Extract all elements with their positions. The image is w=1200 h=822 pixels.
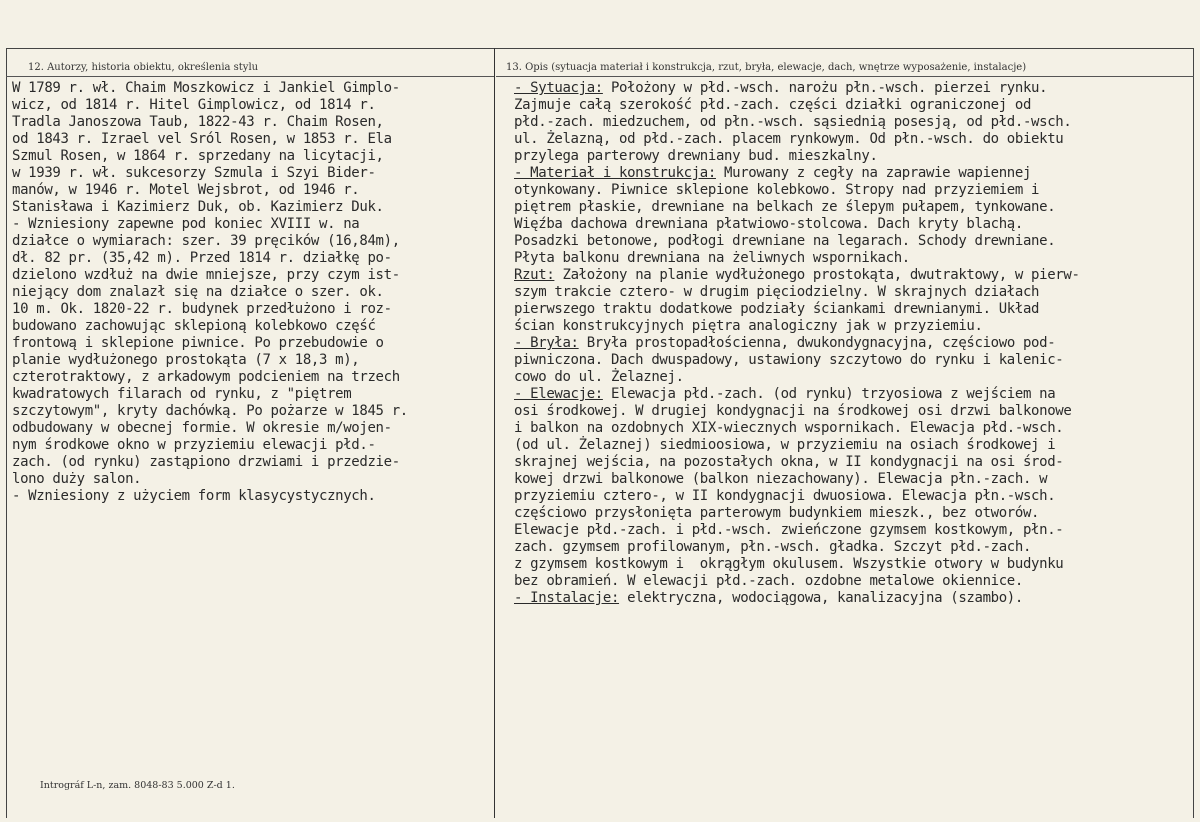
description-text: Położony w płd.-wsch. narożu płn.-wsch. pierzei rynku. [602, 80, 1048, 96]
description-line [514, 267, 1194, 284]
history-line: od 1843 r. Izrael vel Sról Rosen, w 1853 r. Ela [12, 131, 392, 147]
section-label: - Elewacje: [514, 386, 603, 402]
description-text: pierwszego traktu dodatkowe podziały ściankami drewnianymi. Układ [514, 301, 1040, 317]
frame-top-border [6, 48, 1194, 49]
history-line: budowano zachowując sklepioną kolebkowo część [12, 318, 376, 334]
description-line [514, 437, 1194, 454]
description-line [514, 114, 1194, 131]
description-line [514, 454, 1194, 471]
description-line [514, 488, 1194, 505]
description-text: kowej drzwi balkonowe (balkon niezachowany). Elewacja płn.-zach. w [514, 471, 1048, 487]
description-text: Elewacja płd.-zach. (od rynku) trzyosiowa z wejściem na [602, 386, 1056, 402]
history-line: lono duży salon. [12, 471, 142, 487]
history-line: niejący dom znalazł się na działce o szer. ok. [12, 284, 384, 300]
description-line [514, 216, 1194, 233]
history-line: - Wzniesiony zapewne pod koniec XVIII w. na [12, 216, 360, 232]
description-text: (od ul. Żelaznej) siedmioosiowa, w przyziemiu na osiach środkowej i [514, 437, 1056, 453]
history-line: w 1939 r. wł. sukcesorzy Szmula i Szyi Bider- [12, 165, 376, 181]
description-text: ul. Żelazną, od płd.-zach. placem rynkowym. Od płn.-wsch. do obiektu [514, 131, 1064, 147]
description-text: Założony na planie wydłużonego prostokąta, dwutraktowy, w pierw- [554, 267, 1080, 283]
description-line [514, 505, 1194, 522]
section-label: - Bryła: [514, 335, 579, 351]
description-line [514, 386, 1194, 403]
history-line: Tradla Janoszowa Taub, 1822-43 r. Chaim Rosen, [12, 114, 384, 130]
section-12-title: 12. Autorzy, historia obiektu, określenia stylu [28, 62, 259, 73]
description-text: przyziemiu cztero-, w II kondygnacji dwuosiowa. Elewacja płn.-wsch. [514, 488, 1056, 504]
column-divider [494, 48, 495, 818]
section-label: - Instalacje: [514, 590, 620, 606]
description-text: Płyta balkonu drewniana na żeliwnych wspornikach. [514, 250, 910, 266]
description-line [514, 165, 1194, 182]
history-line: działce o wymiarach: szer. 39 pręcików (16,84m), [12, 233, 400, 249]
history-line: wicz, od 1814 r. Hitel Gimplowicz, od 1814 r. [12, 97, 376, 113]
description-line [514, 233, 1194, 250]
description-line [514, 590, 1194, 607]
description-text: częściowo przysłonięta parterowym budynkiem mieszk., bez otworów. [514, 505, 1040, 521]
description-text: ścian konstrukcyjnych piętra analogiczny jak w przyziemiu. [514, 318, 983, 334]
description-line [514, 539, 1194, 556]
description-text: Więźba dachowa drewniana płatwiowo-stolcowa. Dach kryty blachą. [514, 216, 1023, 232]
history-line: - Wzniesiony z użyciem form klasycystycznych. [12, 488, 376, 504]
description-line [514, 284, 1194, 301]
description-line [514, 471, 1194, 488]
section-13-title: 13. Opis (sytuacja materiał i konstrukcja, rzut, bryła, elewacje, dach, wnętrze wyposażenie, instalacje) [506, 62, 1027, 73]
history-line: Stanisława i Kazimierz Duk, ob. Kazimierz Duk. [12, 199, 384, 215]
description-line [514, 352, 1194, 369]
description-line [514, 522, 1194, 539]
description-text: Posadzki betonowe, podłogi drewniane na legarach. Schody drewniane. [514, 233, 1056, 249]
description-text: elektryczna, wodociągowa, kanalizacyjna (szambo). [619, 590, 1023, 606]
description-text: skrajnej wejścia, na pozostałych okna, w II kondygnacji na osi środ- [514, 454, 1064, 470]
description-line [514, 403, 1194, 420]
section-label: - Sytuacja: [514, 80, 603, 96]
history-line: kwadratowych filarach od rynku, z "piętrem [12, 386, 352, 402]
description-text: szym trakcie cztero- w drugim pięciodzielny. W skrajnych działach [514, 284, 1040, 300]
description-line [514, 199, 1194, 216]
description-line [514, 182, 1194, 199]
description-text: Bryła prostopadłościenna, dwukondygnacyjna, częściowo pod- [578, 335, 1056, 351]
left-header-rule [6, 76, 494, 77]
description-line [514, 80, 1194, 97]
history-column [12, 80, 492, 505]
right-header-rule [496, 76, 1194, 77]
description-line [514, 148, 1194, 165]
description-line [514, 250, 1194, 267]
description-line [514, 301, 1194, 318]
history-line: dł. 82 pr. (35,42 m). Przed 1814 r. działkę po- [12, 250, 392, 266]
description-line [514, 556, 1194, 573]
description-text: zach. gzymsem profilowanym, płn.-wsch. gładka. Szczyt płd.-zach. [514, 539, 1032, 555]
description-line [514, 369, 1194, 386]
description-text: piwniczona. Dach dwuspadowy, ustawiony szczytowo do rynku i kalenic- [514, 352, 1064, 368]
description-text: przylega parterowy drewniany bud. mieszkalny. [514, 148, 878, 164]
history-line: manów, w 1946 r. Motel Wejsbrot, od 1946 r. [12, 182, 360, 198]
description-line [514, 335, 1194, 352]
history-line: Szmul Rosen, w 1864 r. sprzedany na licytacji, [12, 148, 384, 164]
description-text: piętrem płaskie, drewniane na belkach ze ślepym pułapem, tynkowane. [514, 199, 1056, 215]
history-line: 10 m. Ok. 1820-22 r. budynek przedłużono i roz- [12, 301, 392, 317]
description-line [514, 420, 1194, 437]
description-text: cowo do ul. Żelaznej. [514, 369, 684, 385]
section-label: - Materiał i konstrukcja: [514, 165, 716, 181]
description-line [514, 131, 1194, 148]
description-line [514, 97, 1194, 114]
history-line: zach. (od rynku) zastąpiono drzwiami i przedzie- [12, 454, 400, 470]
description-text: Murowany z cegły na zaprawie wapiennej [715, 165, 1032, 181]
description-text: Zajmuje całą szerokość płd.-zach. części działki ograniczonej od [514, 97, 1032, 113]
description-text: Elewacje płd.-zach. i płd.-wsch. zwieńczone gzymsem kostkowym, płn.- [514, 522, 1064, 538]
description-text: z gzymsem kostkowym i okrągłym okulusem. Wszystkie otwory w budynku [514, 556, 1064, 572]
description-text: otynkowany. Piwnice sklepione kolebkowo. Stropy nad przyziemiem i [514, 182, 1040, 198]
history-line: odbudowany w obecnej formie. W okresie m/wojen- [12, 420, 392, 436]
section-label: Rzut: [514, 267, 555, 283]
history-line: czterotraktowy, z arkadowym podcieniem na trzech [12, 369, 400, 385]
description-text: płd.-zach. miedzuchem, od płn.-wsch. sąsiednią posesją, od płd.-wsch. [514, 114, 1072, 130]
history-line: dzielono wzdłuż na dwie mniejsze, przy czym ist- [12, 267, 400, 283]
description-column [514, 80, 1194, 607]
history-line: nym środkowe okno w przyziemiu elewacji płd.- [12, 437, 376, 453]
description-text: bez obramień. W elewacji płd.-zach. ozdobne metalowe okiennice. [514, 573, 1023, 589]
description-text: osi środkowej. W drugiej kondygnacji na środkowej osi drzwi balkonowe [514, 403, 1072, 419]
history-line: szczytowym", kryty dachówką. Po pożarze w 1845 r. [12, 403, 408, 419]
description-line [514, 573, 1194, 590]
description-line [514, 318, 1194, 335]
history-line: planie wydłużonego prostokąta (7 x 18,3 m), [12, 352, 360, 368]
printer-footer: Intrográf L-n, zam. 8048-83 5.000 Z-d 1. [40, 780, 235, 791]
history-line: W 1789 r. wł. Chaim Moszkowicz i Jankiel Gimplo- [12, 80, 400, 96]
history-line: frontową i sklepione piwnice. Po przebudowie o [12, 335, 384, 351]
frame-left-border [6, 48, 7, 818]
description-text: i balkon na ozdobnych XIX-wiecznych wspornikach. Elewacja płd.-wsch. [514, 420, 1064, 436]
